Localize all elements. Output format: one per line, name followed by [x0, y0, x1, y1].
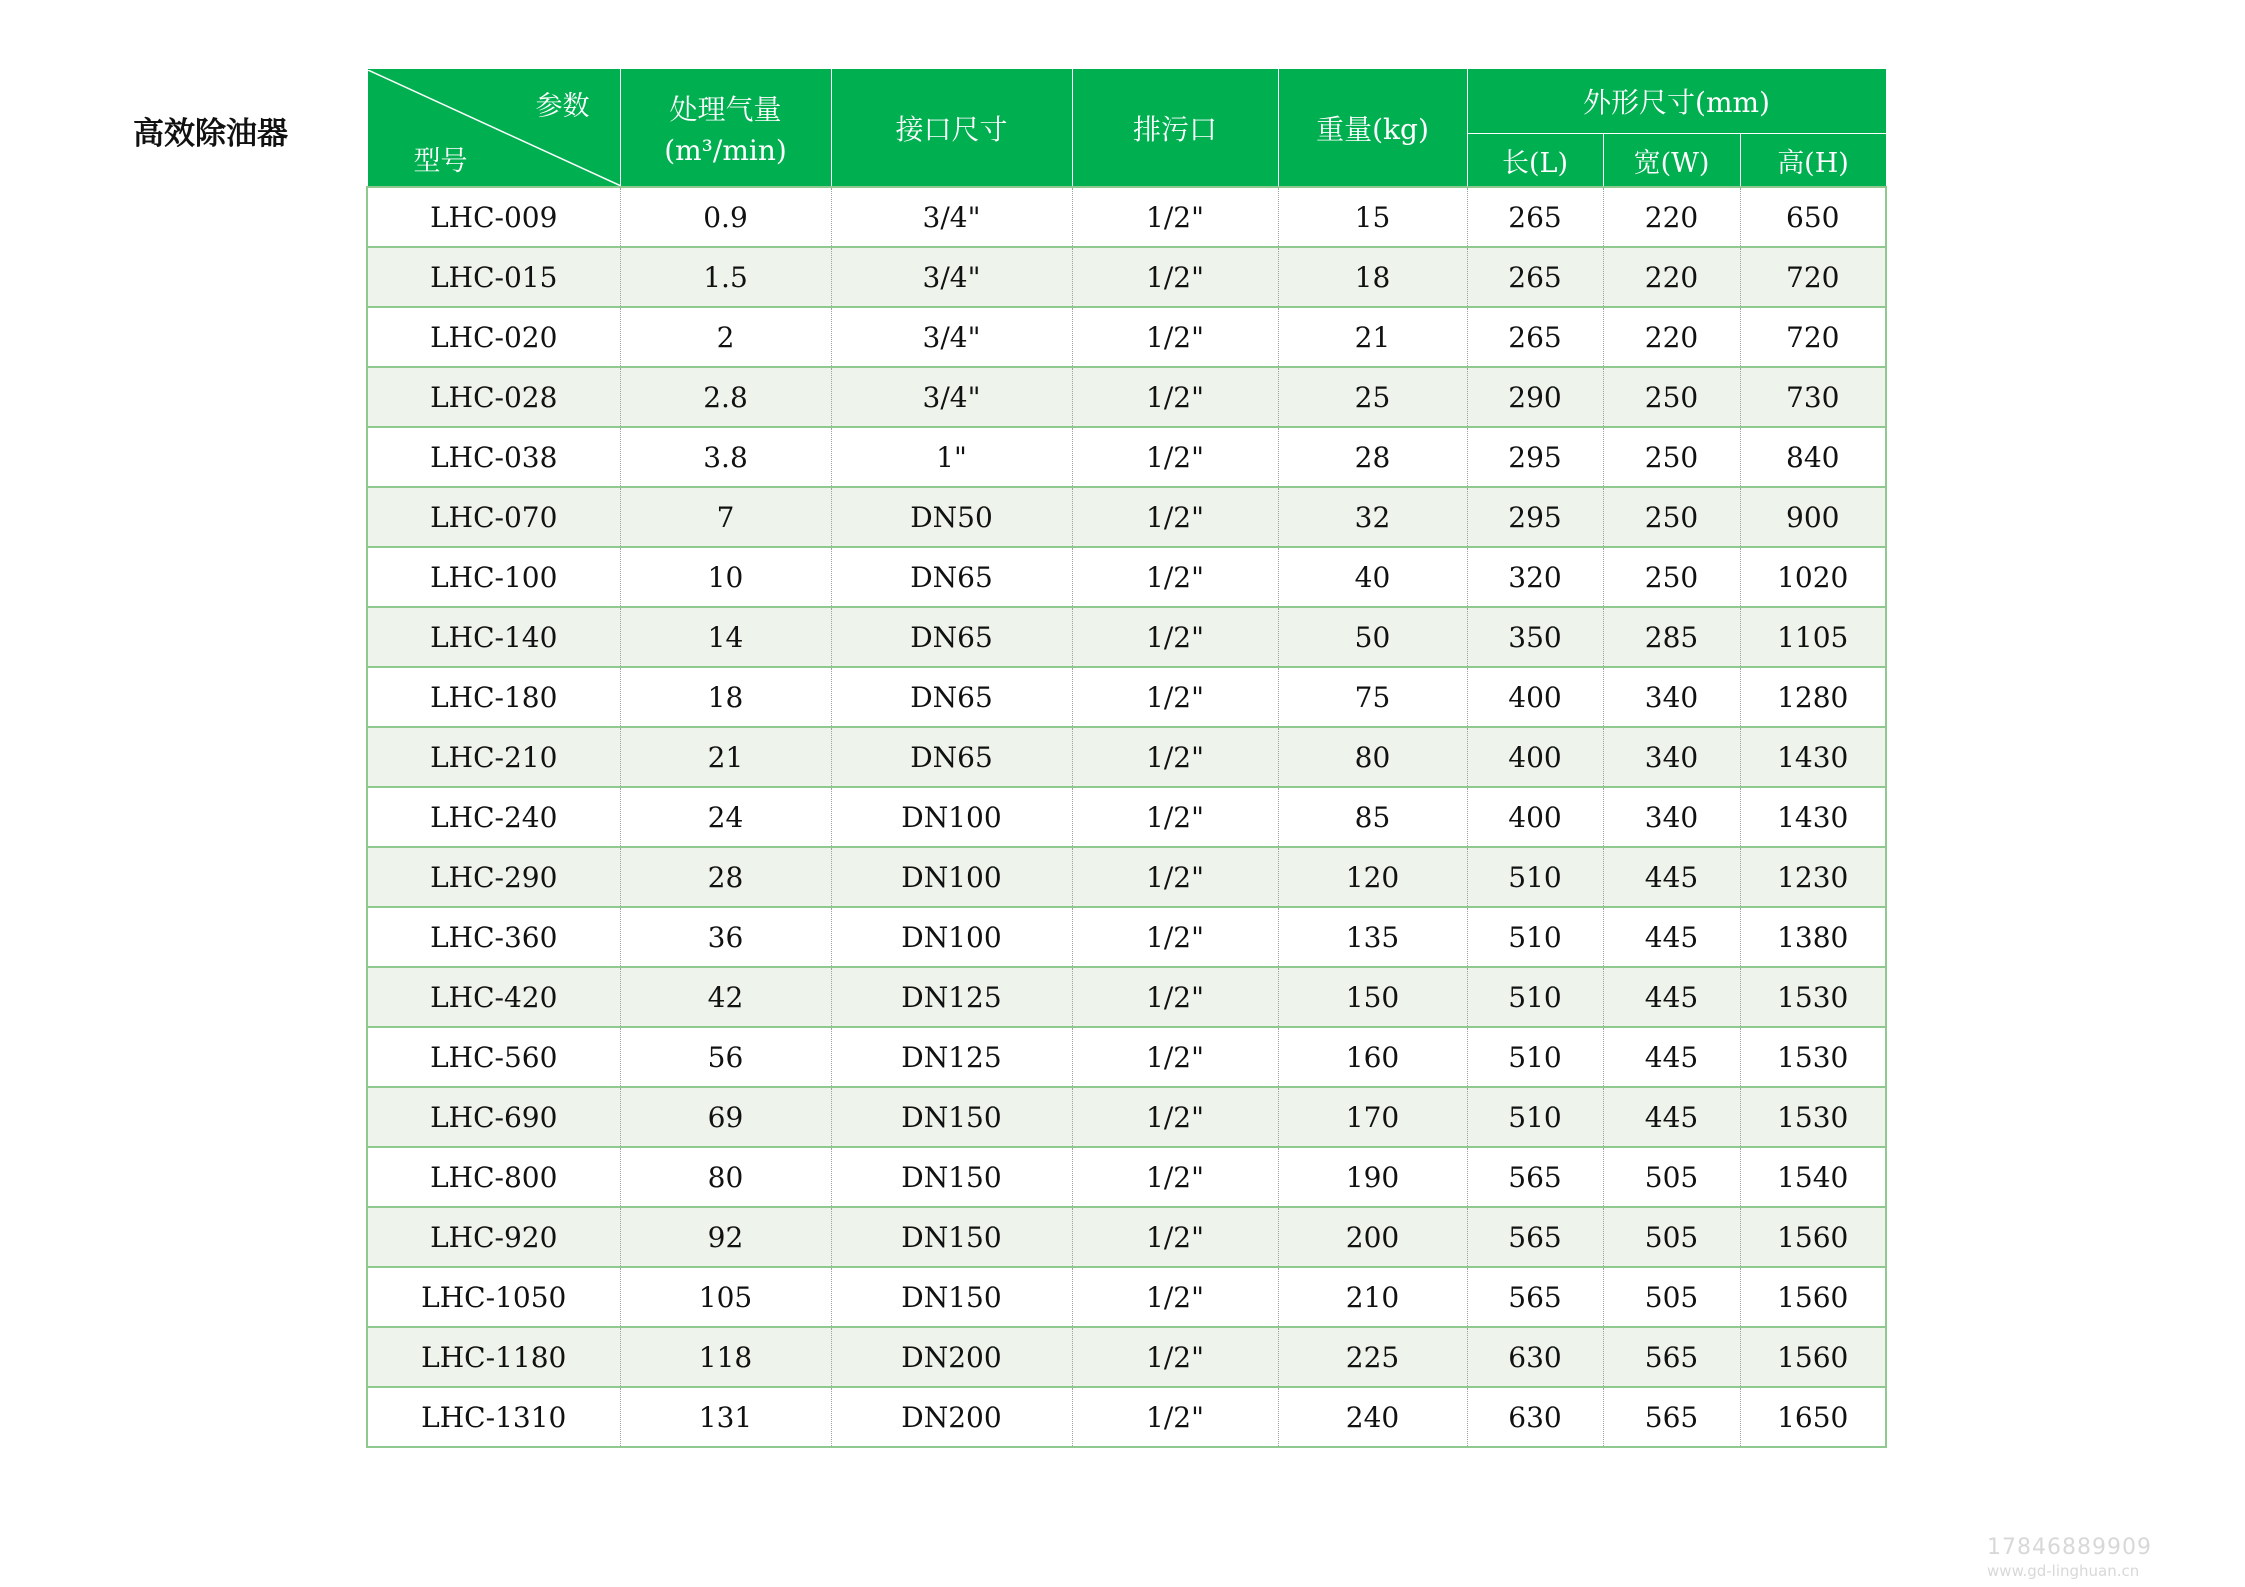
cell-drain: 1/2"	[1072, 1087, 1278, 1147]
cell-model: LHC-420	[367, 967, 620, 1027]
cell-drain: 1/2"	[1072, 1027, 1278, 1087]
cell-port: DN100	[831, 787, 1072, 847]
cell-length: 265	[1467, 307, 1603, 367]
cell-model: LHC-690	[367, 1087, 620, 1147]
cell-model: LHC-015	[367, 247, 620, 307]
table-row	[367, 1207, 1886, 1267]
cell-model: LHC-009	[367, 187, 620, 247]
cell-flow: 3.8	[620, 427, 831, 487]
cell-port: DN65	[831, 607, 1072, 667]
cell-flow: 10	[620, 547, 831, 607]
cell-length: 510	[1467, 967, 1603, 1027]
footer-phone: 17846889909	[1987, 1535, 2152, 1560]
cell-port: 3/4"	[831, 307, 1072, 367]
cell-length: 295	[1467, 487, 1603, 547]
cell-height: 1540	[1740, 1147, 1886, 1207]
cell-drain: 1/2"	[1072, 1327, 1278, 1387]
cell-height: 1020	[1740, 547, 1886, 607]
cell-drain: 1/2"	[1072, 907, 1278, 967]
header-flow	[620, 69, 831, 188]
cell-height: 1650	[1740, 1387, 1886, 1447]
cell-length: 400	[1467, 727, 1603, 787]
cell-flow: 0.9	[620, 187, 831, 247]
cell-length: 630	[1467, 1387, 1603, 1447]
cell-width: 250	[1603, 487, 1740, 547]
cell-flow: 69	[620, 1087, 831, 1147]
cell-weight: 25	[1278, 367, 1467, 427]
cell-height: 650	[1740, 187, 1886, 247]
cell-drain: 1/2"	[1072, 727, 1278, 787]
cell-model: LHC-210	[367, 727, 620, 787]
cell-drain: 1/2"	[1072, 1387, 1278, 1447]
cell-width: 250	[1603, 367, 1740, 427]
cell-model: LHC-920	[367, 1207, 620, 1267]
cell-model: LHC-560	[367, 1027, 620, 1087]
cell-flow: 92	[620, 1207, 831, 1267]
header-height: 高(H)	[1740, 134, 1886, 188]
cell-flow: 80	[620, 1147, 831, 1207]
cell-length: 510	[1467, 847, 1603, 907]
cell-drain: 1/2"	[1072, 367, 1278, 427]
cell-height: 730	[1740, 367, 1886, 427]
table-row	[367, 307, 1886, 367]
table-row	[367, 547, 1886, 607]
cell-weight: 135	[1278, 907, 1467, 967]
cell-length: 565	[1467, 1147, 1603, 1207]
cell-flow: 28	[620, 847, 831, 907]
cell-width: 445	[1603, 907, 1740, 967]
table-row	[367, 367, 1886, 427]
cell-weight: 225	[1278, 1327, 1467, 1387]
cell-flow: 2.8	[620, 367, 831, 427]
table-row	[367, 1327, 1886, 1387]
cell-port: DN150	[831, 1147, 1072, 1207]
table-row	[367, 187, 1886, 247]
spec-table	[366, 68, 1887, 1448]
cell-length: 565	[1467, 1207, 1603, 1267]
header-weight: 重量(kg)	[1278, 69, 1467, 188]
cell-width: 445	[1603, 1087, 1740, 1147]
header-model-label: 型号	[413, 145, 468, 177]
cell-port: DN150	[831, 1087, 1072, 1147]
cell-port: DN100	[831, 847, 1072, 907]
cell-model: LHC-180	[367, 667, 620, 727]
cell-weight: 240	[1278, 1387, 1467, 1447]
cell-height: 840	[1740, 427, 1886, 487]
cell-weight: 170	[1278, 1087, 1467, 1147]
cell-weight: 85	[1278, 787, 1467, 847]
cell-length: 265	[1467, 247, 1603, 307]
table-row	[367, 847, 1886, 907]
table-body	[367, 187, 1886, 1447]
cell-flow: 56	[620, 1027, 831, 1087]
cell-length: 630	[1467, 1327, 1603, 1387]
cell-drain: 1/2"	[1072, 547, 1278, 607]
cell-model: LHC-070	[367, 487, 620, 547]
cell-flow: 118	[620, 1327, 831, 1387]
cell-flow: 18	[620, 667, 831, 727]
table-row	[367, 1087, 1886, 1147]
cell-width: 250	[1603, 427, 1740, 487]
cell-width: 340	[1603, 667, 1740, 727]
cell-weight: 80	[1278, 727, 1467, 787]
page-title: 高效除油器	[133, 116, 288, 152]
cell-drain: 1/2"	[1072, 787, 1278, 847]
footer-watermark	[1987, 1535, 2152, 1580]
cell-height: 1530	[1740, 1027, 1886, 1087]
header-param-label: 参数	[535, 90, 590, 122]
cell-drain: 1/2"	[1072, 967, 1278, 1027]
cell-port: DN200	[831, 1327, 1072, 1387]
cell-weight: 28	[1278, 427, 1467, 487]
cell-length: 295	[1467, 427, 1603, 487]
cell-flow: 14	[620, 607, 831, 667]
table-row	[367, 967, 1886, 1027]
cell-weight: 210	[1278, 1267, 1467, 1327]
cell-weight: 21	[1278, 307, 1467, 367]
cell-port: DN200	[831, 1387, 1072, 1447]
cell-height: 1530	[1740, 1087, 1886, 1147]
cell-width: 220	[1603, 307, 1740, 367]
cell-drain: 1/2"	[1072, 1147, 1278, 1207]
cell-port: DN150	[831, 1267, 1072, 1327]
cell-port: 1"	[831, 427, 1072, 487]
cell-height: 900	[1740, 487, 1886, 547]
cell-drain: 1/2"	[1072, 607, 1278, 667]
table-header	[367, 69, 1886, 188]
cell-weight: 160	[1278, 1027, 1467, 1087]
cell-width: 220	[1603, 247, 1740, 307]
cell-height: 1230	[1740, 847, 1886, 907]
footer-site: www.gd-linghuan.cn	[1987, 1562, 2140, 1580]
cell-weight: 190	[1278, 1147, 1467, 1207]
cell-height: 720	[1740, 247, 1886, 307]
cell-weight: 32	[1278, 487, 1467, 547]
cell-height: 1530	[1740, 967, 1886, 1027]
table-row	[367, 667, 1886, 727]
header-port: 接口尺寸	[831, 69, 1072, 188]
cell-drain: 1/2"	[1072, 487, 1278, 547]
cell-flow: 131	[620, 1387, 831, 1447]
cell-port: DN100	[831, 907, 1072, 967]
cell-length: 290	[1467, 367, 1603, 427]
cell-width: 445	[1603, 847, 1740, 907]
cell-length: 510	[1467, 1087, 1603, 1147]
cell-flow: 24	[620, 787, 831, 847]
cell-height: 720	[1740, 307, 1886, 367]
cell-port: DN65	[831, 667, 1072, 727]
table-row	[367, 487, 1886, 547]
cell-height: 1560	[1740, 1327, 1886, 1387]
table-row	[367, 1027, 1886, 1087]
cell-height: 1280	[1740, 667, 1886, 727]
cell-model: LHC-1050	[367, 1267, 620, 1327]
table-row	[367, 607, 1886, 667]
cell-flow: 1.5	[620, 247, 831, 307]
cell-model: LHC-800	[367, 1147, 620, 1207]
cell-width: 445	[1603, 967, 1740, 1027]
cell-height: 1560	[1740, 1267, 1886, 1327]
table-row	[367, 1147, 1886, 1207]
cell-width: 505	[1603, 1147, 1740, 1207]
cell-model: LHC-140	[367, 607, 620, 667]
header-drain: 排污口	[1072, 69, 1278, 188]
cell-drain: 1/2"	[1072, 847, 1278, 907]
cell-flow: 42	[620, 967, 831, 1027]
cell-width: 220	[1603, 187, 1740, 247]
table-row	[367, 1267, 1886, 1327]
cell-drain: 1/2"	[1072, 1207, 1278, 1267]
header-dimensions: 外形尺寸(mm)	[1467, 69, 1886, 134]
cell-flow: 7	[620, 487, 831, 547]
cell-drain: 1/2"	[1072, 427, 1278, 487]
cell-width: 505	[1603, 1207, 1740, 1267]
cell-port: 3/4"	[831, 367, 1072, 427]
cell-model: LHC-1180	[367, 1327, 620, 1387]
table-row	[367, 727, 1886, 787]
cell-width: 250	[1603, 547, 1740, 607]
table-row	[367, 907, 1886, 967]
cell-length: 320	[1467, 547, 1603, 607]
cell-weight: 50	[1278, 607, 1467, 667]
cell-model: LHC-290	[367, 847, 620, 907]
cell-flow: 2	[620, 307, 831, 367]
cell-length: 510	[1467, 1027, 1603, 1087]
cell-height: 1105	[1740, 607, 1886, 667]
cell-port: DN125	[831, 1027, 1072, 1087]
cell-weight: 40	[1278, 547, 1467, 607]
header-flow-line1: 处理气量	[669, 93, 782, 126]
cell-length: 350	[1467, 607, 1603, 667]
cell-model: LHC-038	[367, 427, 620, 487]
cell-width: 285	[1603, 607, 1740, 667]
header-width: 宽(W)	[1603, 134, 1740, 188]
cell-flow: 21	[620, 727, 831, 787]
cell-height: 1380	[1740, 907, 1886, 967]
cell-height: 1430	[1740, 727, 1886, 787]
cell-drain: 1/2"	[1072, 307, 1278, 367]
cell-flow: 105	[620, 1267, 831, 1327]
cell-height: 1560	[1740, 1207, 1886, 1267]
cell-height: 1430	[1740, 787, 1886, 847]
cell-length: 510	[1467, 907, 1603, 967]
cell-weight: 75	[1278, 667, 1467, 727]
cell-width: 565	[1603, 1387, 1740, 1447]
table-row	[367, 247, 1886, 307]
table-row	[367, 787, 1886, 847]
cell-model: LHC-1310	[367, 1387, 620, 1447]
cell-weight: 15	[1278, 187, 1467, 247]
header-flow-line2: (m³/min)	[664, 134, 787, 167]
cell-weight: 120	[1278, 847, 1467, 907]
table-row	[367, 427, 1886, 487]
cell-width: 505	[1603, 1267, 1740, 1327]
cell-port: DN65	[831, 727, 1072, 787]
cell-drain: 1/2"	[1072, 187, 1278, 247]
cell-drain: 1/2"	[1072, 247, 1278, 307]
cell-port: DN150	[831, 1207, 1072, 1267]
cell-width: 340	[1603, 787, 1740, 847]
header-length: 长(L)	[1467, 134, 1603, 188]
cell-length: 400	[1467, 667, 1603, 727]
cell-model: LHC-240	[367, 787, 620, 847]
cell-length: 400	[1467, 787, 1603, 847]
cell-model: LHC-360	[367, 907, 620, 967]
cell-weight: 18	[1278, 247, 1467, 307]
cell-port: DN125	[831, 967, 1072, 1027]
cell-length: 265	[1467, 187, 1603, 247]
cell-flow: 36	[620, 907, 831, 967]
cell-model: LHC-028	[367, 367, 620, 427]
cell-port: 3/4"	[831, 247, 1072, 307]
cell-model: LHC-020	[367, 307, 620, 367]
cell-port: DN65	[831, 547, 1072, 607]
cell-width: 340	[1603, 727, 1740, 787]
cell-weight: 150	[1278, 967, 1467, 1027]
cell-port: DN50	[831, 487, 1072, 547]
cell-model: LHC-100	[367, 547, 620, 607]
cell-weight: 200	[1278, 1207, 1467, 1267]
cell-port: 3/4"	[831, 187, 1072, 247]
cell-drain: 1/2"	[1072, 1267, 1278, 1327]
cell-drain: 1/2"	[1072, 667, 1278, 727]
cell-width: 565	[1603, 1327, 1740, 1387]
header-diagonal-cell	[367, 69, 620, 188]
cell-length: 565	[1467, 1267, 1603, 1327]
cell-width: 445	[1603, 1027, 1740, 1087]
table-row	[367, 1387, 1886, 1447]
